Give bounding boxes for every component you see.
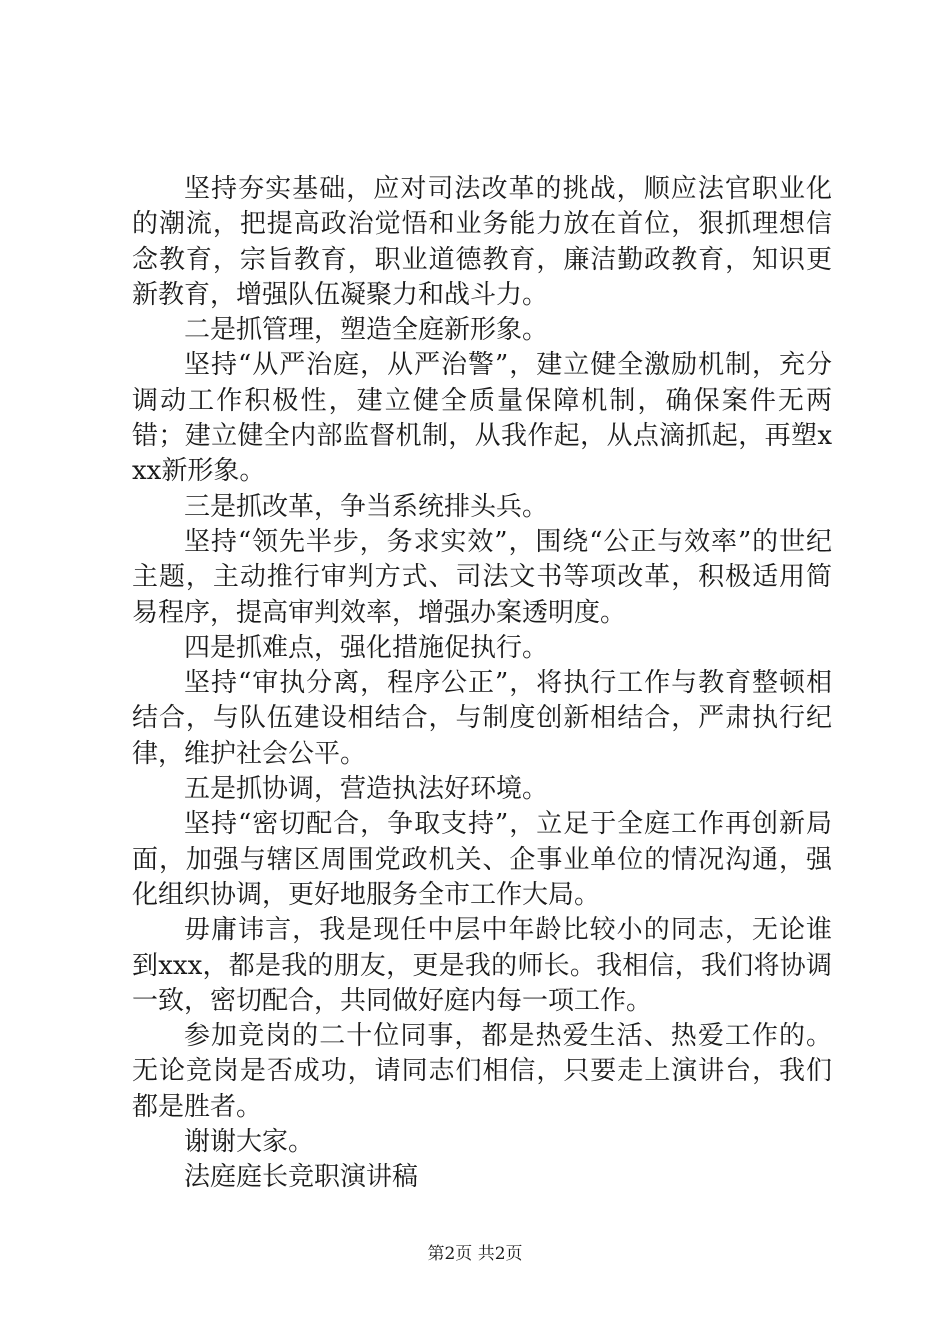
section-heading: 二是抓管理，塑造全庭新形象。 — [184, 315, 549, 346]
paragraph: 坚持“领先半步，务求实效”，围绕“公正与效率”的世纪主题，主动推行审判方式、司法文书等项改革，积极适用简易程序，提高审判效率，增强办案透明度。 — [132, 526, 832, 628]
paragraph: 坚持夯实基础，应对司法改革的挑战，顺应法官职业化的潮流，把提高政治觉悟和业务能力放在首位，狠抓理想信念教育，宗旨教育，职业道德教育，廉洁勤政教育，知识更新教育，增强队伍凝聚力和战斗力。 — [132, 174, 832, 310]
closing-line: 谢谢大家。 — [184, 1127, 315, 1158]
page-number-footer: 第2页 共2页 — [427, 1244, 523, 1264]
paragraph: 坚持“审执分离，程序公正”，将执行工作与教育整顿相结合，与队伍建设相结合，与制度创新相结合，严肃执行纪律，维护社会公平。 — [132, 668, 832, 769]
document-body — [132, 172, 832, 1196]
section-heading: 四是抓难点，强化措施促执行。 — [184, 632, 549, 663]
paragraph: 毋庸讳言，我是现任中层中年龄比较小的同志，无论谁到xxx，都是我的朋友，更是我的师长。我相信，我们将协调一致，密切配合，共同做好庭内每一项工作。 — [132, 915, 832, 1016]
paragraph: 坚持“密切配合，争取支持”，立足于全庭工作再创新局面，加强与辖区周围党政机关、企事业单位的情况沟通，强化组织协调，更好地服务全市工作大局。 — [132, 809, 832, 910]
document-title-line: 法庭庭长竞职演讲稿 — [184, 1162, 419, 1193]
section-heading: 三是抓改革，争当系统排头兵。 — [184, 491, 549, 522]
paragraph: 坚持“从严治庭，从严治警”，建立健全激励机制，充分调动工作积极性，建立健全质量保障机制，确保案件无两错；建立健全内部监督机制，从我作起，从点滴抓起，再塑xxx新形象。 — [132, 350, 832, 487]
section-heading: 五是抓协调，营造执法好环境。 — [184, 774, 549, 805]
paragraph: 参加竞岗的二十位同事，都是热爱生活、热爱工作的。无论竞岗是否成功，请同志们相信，只要走上演讲台，我们都是胜者。 — [132, 1021, 832, 1122]
